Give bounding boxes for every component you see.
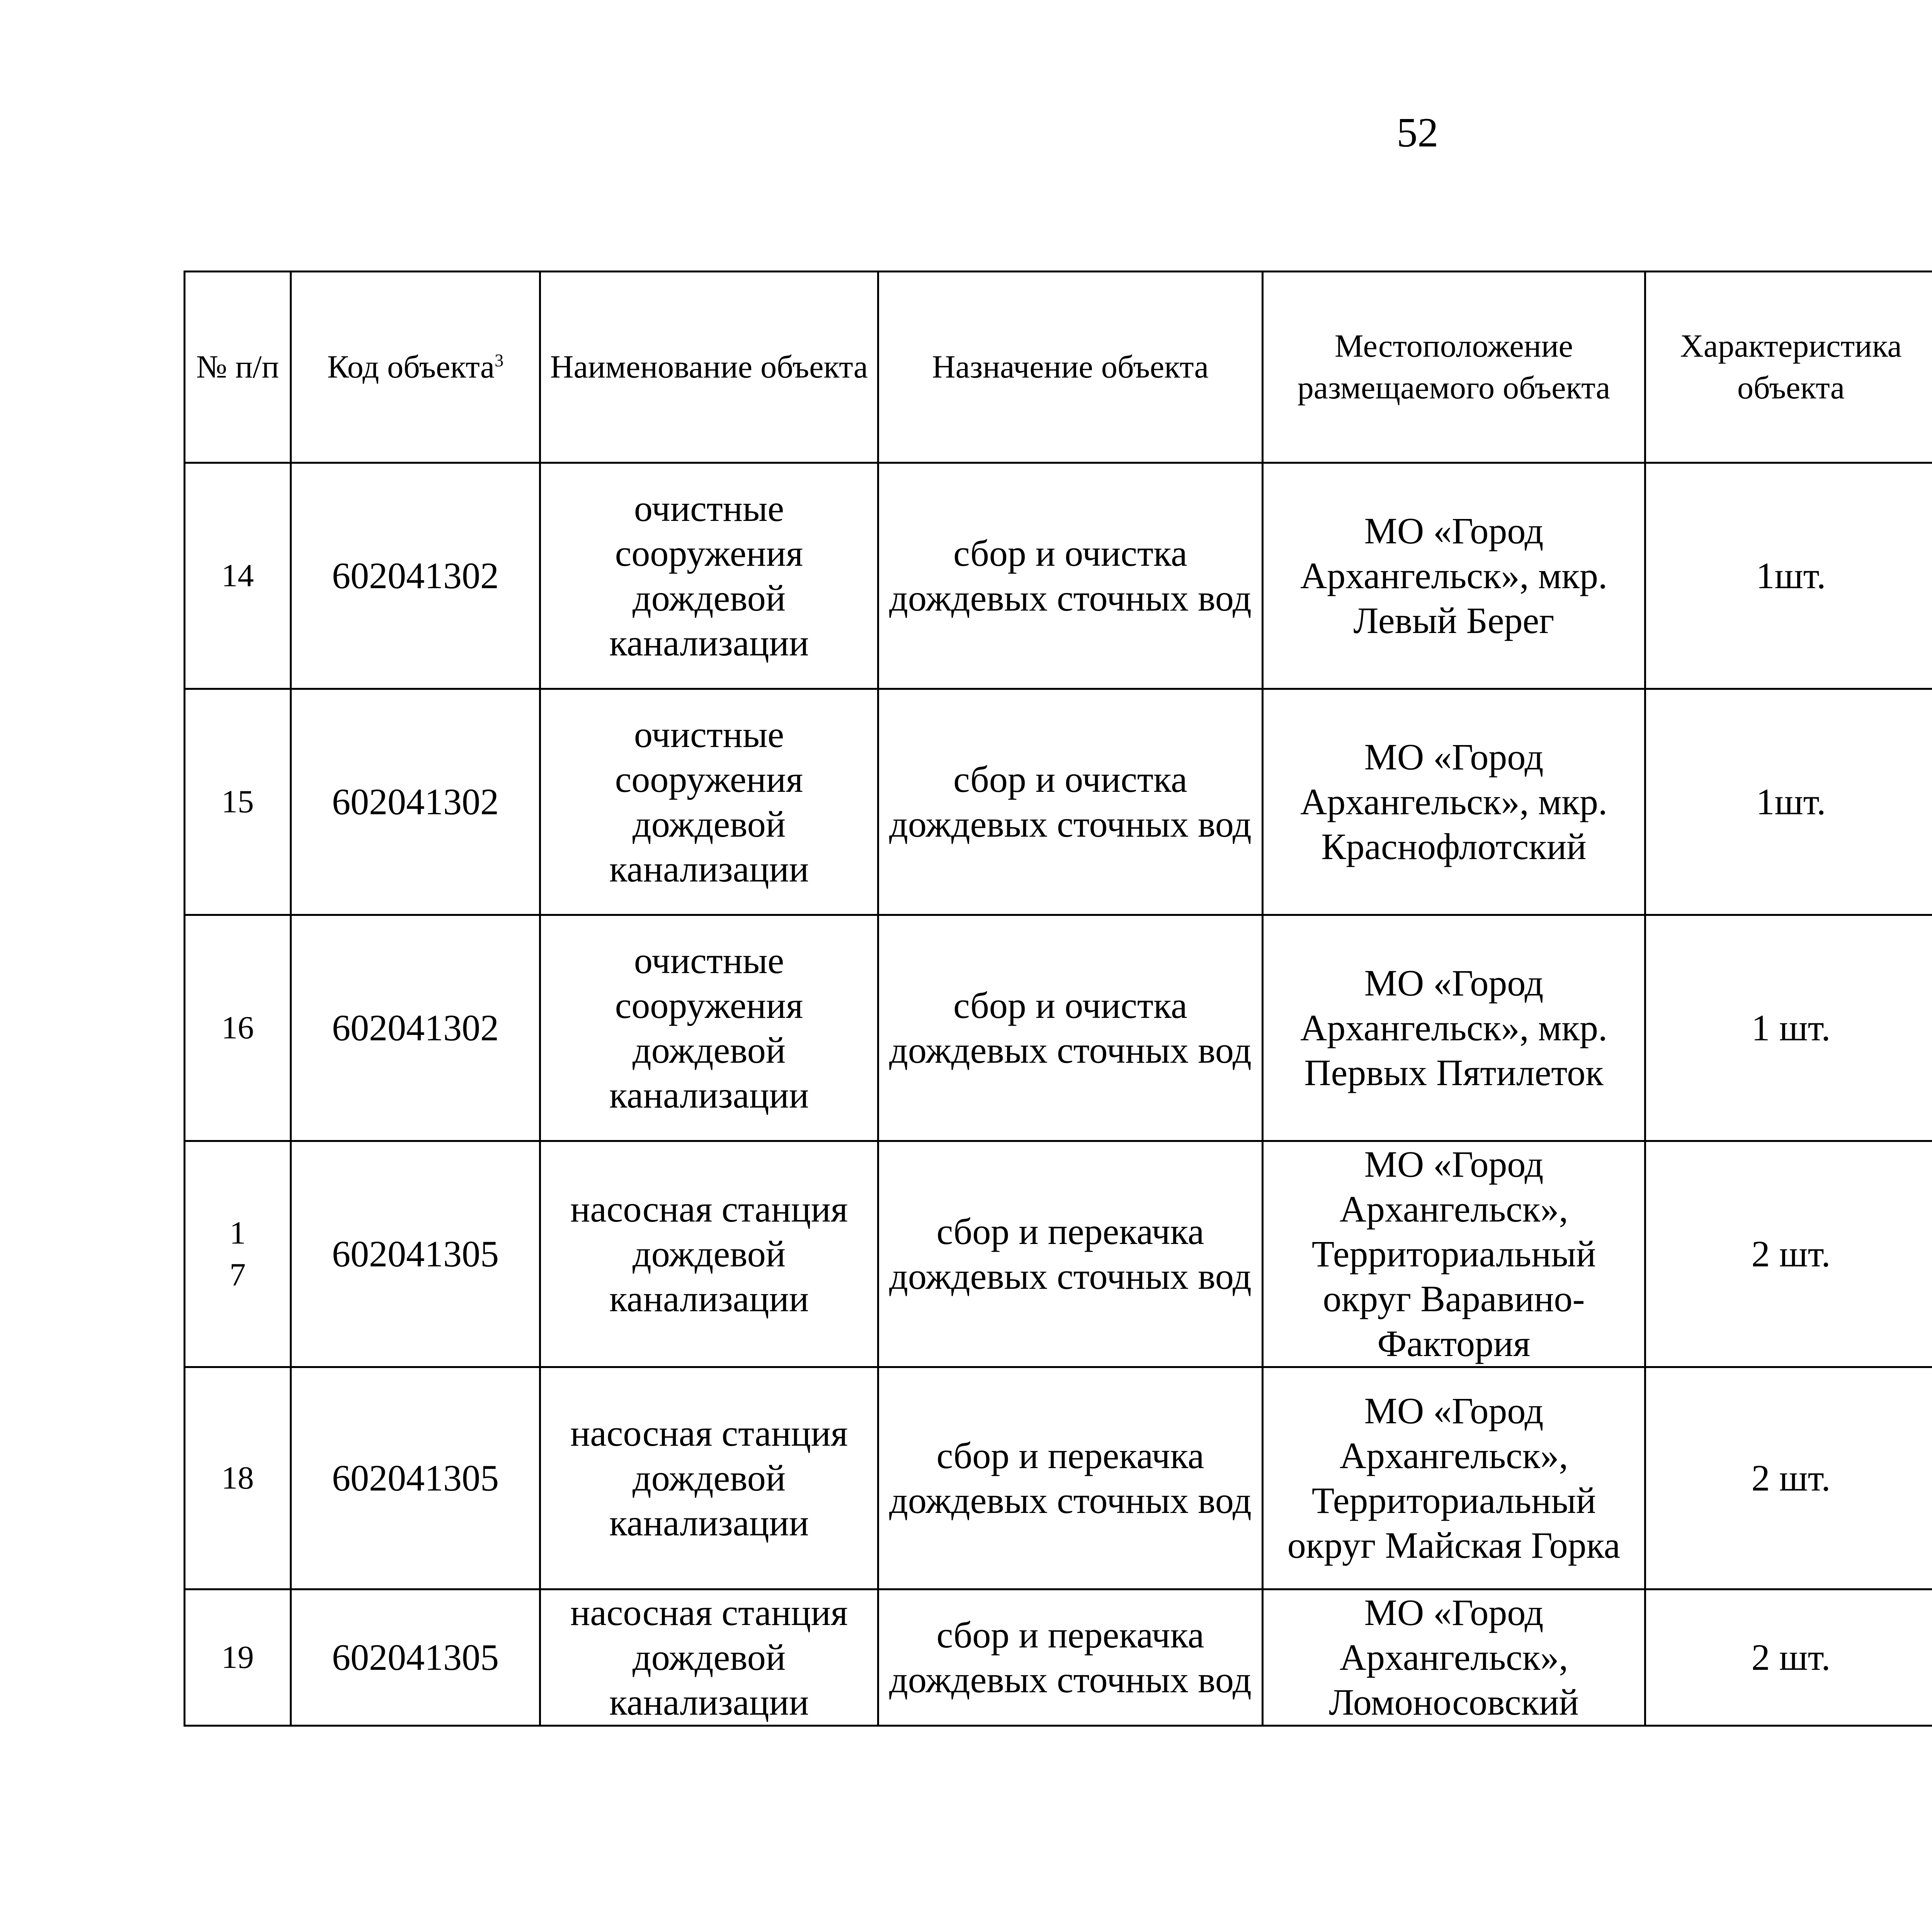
cell-location: МО «Город Архангельск», мкр. Первых Пятилеток <box>1263 915 1645 1141</box>
cell-purpose: сбор и очистка дождевых сточных вод <box>878 689 1263 915</box>
cell-location: МО «Город Архангельск», Ломоносовский <box>1263 1589 1645 1726</box>
cell-purpose: сбор и перекачка дождевых сточных вод <box>878 1141 1263 1367</box>
objects-table <box>184 271 1932 1727</box>
cell-characteristic: 1шт. <box>1645 689 1932 915</box>
header-code-label: Код объекта <box>327 349 495 385</box>
table-row <box>185 915 1932 1141</box>
table-row <box>185 689 1932 915</box>
table-row <box>185 1367 1932 1589</box>
cell-num: 17 <box>185 1141 291 1367</box>
cell-num: 18 <box>185 1367 291 1589</box>
cell-num: 16 <box>185 915 291 1141</box>
cell-code: 602041305 <box>291 1367 540 1589</box>
cell-location: МО «Город Архангельск», Территориальный округ Майская Горка <box>1263 1367 1645 1589</box>
header-num: № п/п <box>185 272 291 463</box>
cell-code: 602041305 <box>291 1589 540 1726</box>
cell-name: насосная станция дождевой канализации <box>540 1141 878 1367</box>
header-purpose: Назначение объекта <box>878 272 1263 463</box>
cell-code: 602041302 <box>291 463 540 689</box>
cell-purpose: сбор и очистка дождевых сточных вод <box>878 915 1263 1141</box>
cell-purpose: сбор и перекачка дождевых сточных вод <box>878 1589 1263 1726</box>
cell-code: 602041305 <box>291 1141 540 1367</box>
cell-name: насосная станция дождевой канализации <box>540 1367 878 1589</box>
header-location: Местоположение размещаемого объекта <box>1263 272 1645 463</box>
cell-name: очистные сооружения дождевой канализации <box>540 463 878 689</box>
cell-characteristic: 2 шт. <box>1645 1141 1932 1367</box>
header-name: Наименование объекта <box>540 272 878 463</box>
cell-characteristic: 2 шт. <box>1645 1367 1932 1589</box>
cell-characteristic: 1 шт. <box>1645 915 1932 1141</box>
cell-location: МО «Город Архангельск», мкр. Краснофлотский <box>1263 689 1645 915</box>
header-code <box>291 272 540 463</box>
cell-name: очистные сооружения дождевой канализации <box>540 915 878 1141</box>
cell-code: 602041302 <box>291 689 540 915</box>
cell-location: МО «Город Архангельск», Территориальный округ Варавино-Фактория <box>1263 1141 1645 1367</box>
table-header-row <box>185 272 1932 463</box>
cell-num: 19 <box>185 1589 291 1726</box>
header-code-footnote: 3 <box>495 351 504 370</box>
table-row <box>185 1589 1932 1726</box>
cell-num: 14 <box>185 463 291 689</box>
cell-characteristic: 2 шт. <box>1645 1589 1932 1726</box>
cell-purpose: сбор и перекачка дождевых сточных вод <box>878 1367 1263 1589</box>
header-characteristic: Характеристика объекта <box>1645 272 1932 463</box>
table-row <box>185 1141 1932 1367</box>
page-number: 52 <box>1396 110 1439 156</box>
cell-purpose: сбор и очистка дождевых сточных вод <box>878 463 1263 689</box>
cell-num: 15 <box>185 689 291 915</box>
cell-name: насосная станция дождевой канализации <box>540 1589 878 1726</box>
table-row <box>185 463 1932 689</box>
cell-code: 602041302 <box>291 915 540 1141</box>
cell-characteristic: 1шт. <box>1645 463 1932 689</box>
cell-location: МО «Город Архангельск», мкр. Левый Берег <box>1263 463 1645 689</box>
cell-name: очистные сооружения дождевой канализации <box>540 689 878 915</box>
